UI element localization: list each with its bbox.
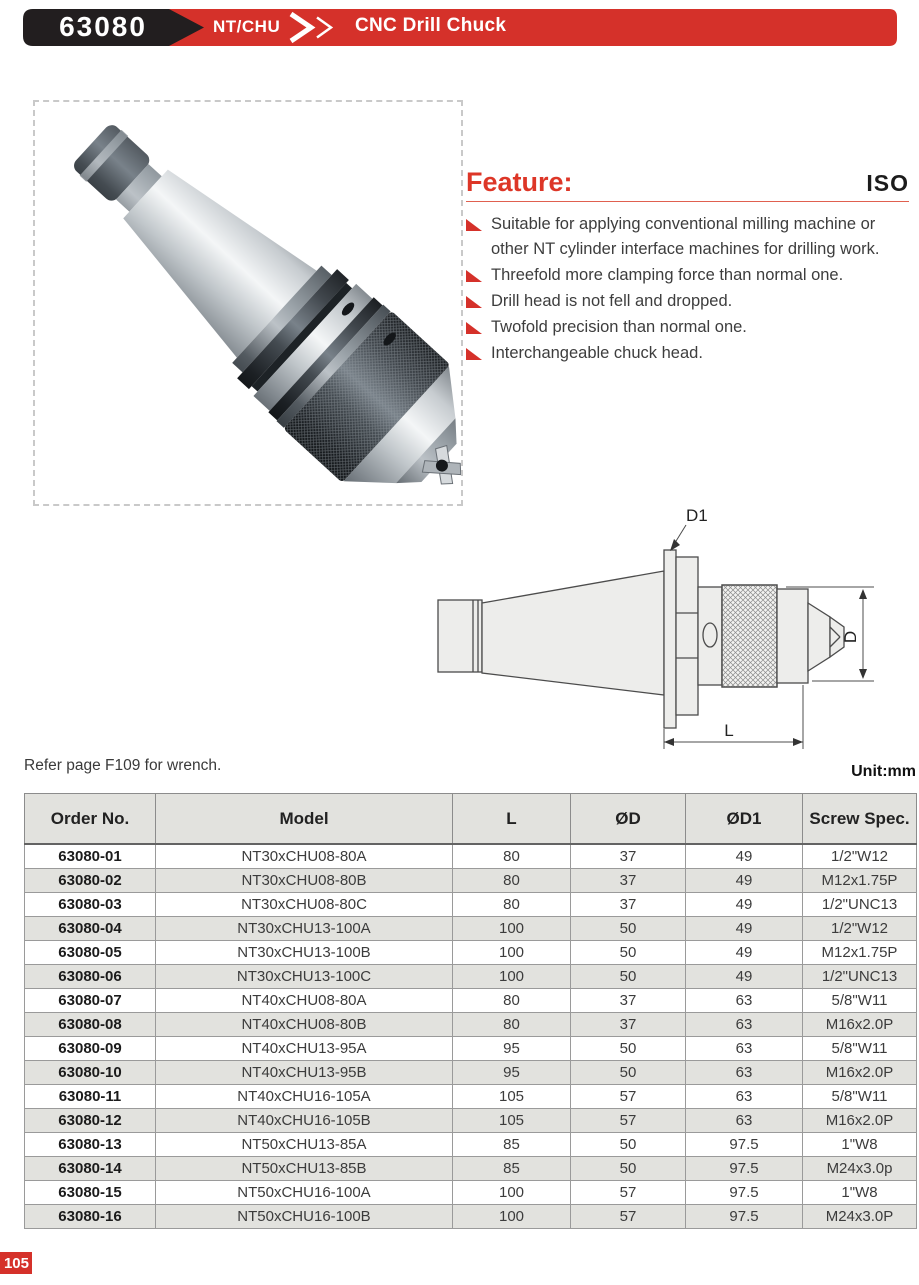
bullet-flag-icon xyxy=(466,322,482,334)
order-no-cell: 63080-13 xyxy=(25,1133,156,1157)
table-cell: 49 xyxy=(686,869,803,893)
spec-table xyxy=(24,793,917,1229)
table-cell: 57 xyxy=(571,1085,686,1109)
page-title: CNC Drill Chuck xyxy=(355,15,507,36)
table-cell: 37 xyxy=(571,893,686,917)
order-no-cell: 63080-04 xyxy=(25,917,156,941)
table-cell: 100 xyxy=(453,1205,571,1229)
order-no-cell: 63080-09 xyxy=(25,1037,156,1061)
column-header: Screw Spec. xyxy=(803,794,917,845)
table-row xyxy=(25,1013,917,1037)
product-category: NT/CHU xyxy=(213,17,281,36)
table-cell: 5/8"W11 xyxy=(803,1085,917,1109)
column-header: ØD1 xyxy=(686,794,803,845)
table-cell: 97.5 xyxy=(686,1181,803,1205)
feature-item xyxy=(466,341,909,366)
table-cell: 80 xyxy=(453,893,571,917)
table-cell: 50 xyxy=(571,1133,686,1157)
table-cell: 97.5 xyxy=(686,1157,803,1181)
unit-label: Unit:mm xyxy=(851,763,916,780)
table-cell: 50 xyxy=(571,1061,686,1085)
table-header-row xyxy=(25,794,917,845)
table-cell: 37 xyxy=(571,844,686,869)
feature-section xyxy=(466,167,909,367)
dimension-drawing xyxy=(428,495,906,775)
product-photo xyxy=(33,100,463,506)
table-cell: NT30xCHU13-100A xyxy=(156,917,453,941)
table-cell: 49 xyxy=(686,965,803,989)
table-row xyxy=(25,1085,917,1109)
table-cell: NT30xCHU08-80C xyxy=(156,893,453,917)
table-cell: NT30xCHU13-100C xyxy=(156,965,453,989)
table-cell: M16x2.0P xyxy=(803,1061,917,1085)
table-row xyxy=(25,893,917,917)
table-cell: NT40xCHU13-95A xyxy=(156,1037,453,1061)
order-no-cell: 63080-01 xyxy=(25,844,156,869)
table-cell: 1/2"UNC13 xyxy=(803,893,917,917)
table-cell: 63 xyxy=(686,1109,803,1133)
table-cell: 50 xyxy=(571,1037,686,1061)
column-header: ØD xyxy=(571,794,686,845)
table-row xyxy=(25,1133,917,1157)
table-cell: 57 xyxy=(571,1205,686,1229)
table-cell: 95 xyxy=(453,1061,571,1085)
table-cell: 1/2"UNC13 xyxy=(803,965,917,989)
table-cell: NT30xCHU13-100B xyxy=(156,941,453,965)
table-cell: 37 xyxy=(571,869,686,893)
table-cell: M12x1.75P xyxy=(803,869,917,893)
table-cell: 100 xyxy=(453,965,571,989)
table-cell: 105 xyxy=(453,1109,571,1133)
table-row xyxy=(25,965,917,989)
table-row xyxy=(25,917,917,941)
header-bar xyxy=(23,9,897,46)
table-cell: NT40xCHU16-105B xyxy=(156,1109,453,1133)
dim-label-d1: D1 xyxy=(686,506,708,525)
feature-item-text: Twofold precision than normal one. xyxy=(491,318,747,336)
table-cell: 49 xyxy=(686,917,803,941)
table-cell: 80 xyxy=(453,1013,571,1037)
feature-item xyxy=(466,212,909,262)
table-cell: 50 xyxy=(571,1157,686,1181)
table-cell: 37 xyxy=(571,989,686,1013)
feature-item-text: Interchangeable chuck head. xyxy=(491,344,703,362)
table-cell: 80 xyxy=(453,844,571,869)
table-cell: 63 xyxy=(686,989,803,1013)
table-cell: NT50xCHU13-85B xyxy=(156,1157,453,1181)
spec-table-body xyxy=(25,844,917,1229)
table-cell: M12x1.75P xyxy=(803,941,917,965)
table-cell: NT40xCHU08-80A xyxy=(156,989,453,1013)
bullet-flag-icon xyxy=(466,270,482,282)
table-cell: 37 xyxy=(571,1013,686,1037)
table-cell: 63 xyxy=(686,1061,803,1085)
order-no-cell: 63080-03 xyxy=(25,893,156,917)
table-row xyxy=(25,1181,917,1205)
table-row xyxy=(25,869,917,893)
table-cell: 49 xyxy=(686,941,803,965)
table-cell: 85 xyxy=(453,1133,571,1157)
table-cell: 85 xyxy=(453,1157,571,1181)
feature-item-text: Suitable for applying conventional milling machine or other NT cylinder interface machines for drilling work. xyxy=(491,215,880,258)
table-cell: 97.5 xyxy=(686,1133,803,1157)
table-cell: 5/8"W11 xyxy=(803,1037,917,1061)
order-no-cell: 63080-15 xyxy=(25,1181,156,1205)
order-no-cell: 63080-06 xyxy=(25,965,156,989)
dim-label-d: D xyxy=(841,630,860,644)
table-row xyxy=(25,989,917,1013)
table-cell: 105 xyxy=(453,1085,571,1109)
table-cell: 50 xyxy=(571,917,686,941)
feature-item xyxy=(466,315,909,340)
product-code: 63080 xyxy=(59,11,147,42)
table-cell: 49 xyxy=(686,893,803,917)
feature-list xyxy=(466,212,909,366)
table-cell: NT40xCHU08-80B xyxy=(156,1013,453,1037)
table-cell: 63 xyxy=(686,1037,803,1061)
table-row xyxy=(25,1205,917,1229)
feature-header xyxy=(466,167,909,202)
order-no-cell: 63080-11 xyxy=(25,1085,156,1109)
feature-item xyxy=(466,263,909,288)
table-cell: 80 xyxy=(453,989,571,1013)
table-cell: M16x2.0P xyxy=(803,1109,917,1133)
order-no-cell: 63080-10 xyxy=(25,1061,156,1085)
table-cell: 1"W8 xyxy=(803,1181,917,1205)
table-cell: 57 xyxy=(571,1109,686,1133)
wrench-note: Refer page F109 for wrench. xyxy=(24,757,222,774)
table-cell: M24x3.0P xyxy=(803,1205,917,1229)
feature-item-text: Threefold more clamping force than normal one. xyxy=(491,266,844,284)
table-row xyxy=(25,1037,917,1061)
table-cell: M24x3.0p xyxy=(803,1157,917,1181)
order-no-cell: 63080-12 xyxy=(25,1109,156,1133)
table-cell: M16x2.0P xyxy=(803,1013,917,1037)
order-no-cell: 63080-08 xyxy=(25,1013,156,1037)
table-cell: 50 xyxy=(571,941,686,965)
order-no-cell: 63080-02 xyxy=(25,869,156,893)
table-cell: 63 xyxy=(686,1013,803,1037)
table-cell: NT40xCHU13-95B xyxy=(156,1061,453,1085)
table-row xyxy=(25,1109,917,1133)
feature-heading: Feature: xyxy=(466,167,573,197)
column-header: Model xyxy=(156,794,453,845)
table-cell: NT50xCHU13-85A xyxy=(156,1133,453,1157)
table-cell: 63 xyxy=(686,1085,803,1109)
table-row xyxy=(25,941,917,965)
order-no-cell: 63080-07 xyxy=(25,989,156,1013)
column-header: L xyxy=(453,794,571,845)
dim-label-l: L xyxy=(724,721,734,740)
table-cell: 80 xyxy=(453,869,571,893)
table-cell: NT50xCHU16-100A xyxy=(156,1181,453,1205)
table-cell: NT40xCHU16-105A xyxy=(156,1085,453,1109)
table-row xyxy=(25,1157,917,1181)
table-cell: 49 xyxy=(686,844,803,869)
table-cell: 95 xyxy=(453,1037,571,1061)
order-no-cell: 63080-14 xyxy=(25,1157,156,1181)
page-number-badge: 105 xyxy=(0,1252,32,1274)
table-cell: 1/2"W12 xyxy=(803,844,917,869)
table-cell: 100 xyxy=(453,917,571,941)
column-header: Order No. xyxy=(25,794,156,845)
bullet-flag-icon xyxy=(466,219,482,231)
order-no-cell: 63080-16 xyxy=(25,1205,156,1229)
feature-item xyxy=(466,289,909,314)
table-cell: NT30xCHU08-80A xyxy=(156,844,453,869)
table-cell: 100 xyxy=(453,941,571,965)
bullet-flag-icon xyxy=(466,348,482,360)
iso-standard-label: ISO xyxy=(866,170,909,196)
table-cell: 100 xyxy=(453,1181,571,1205)
table-row xyxy=(25,844,917,869)
bullet-flag-icon xyxy=(466,296,482,308)
table-cell: 5/8"W11 xyxy=(803,989,917,1013)
feature-item-text: Drill head is not fell and dropped. xyxy=(491,292,733,310)
table-cell: 1"W8 xyxy=(803,1133,917,1157)
order-no-cell: 63080-05 xyxy=(25,941,156,965)
drill-chuck-photo-illustration xyxy=(35,102,461,504)
table-cell: NT30xCHU08-80B xyxy=(156,869,453,893)
table-cell: 97.5 xyxy=(686,1205,803,1229)
table-row xyxy=(25,1061,917,1085)
table-cell: 57 xyxy=(571,1181,686,1205)
table-cell: 1/2"W12 xyxy=(803,917,917,941)
table-cell: NT50xCHU16-100B xyxy=(156,1205,453,1229)
table-cell: 50 xyxy=(571,965,686,989)
